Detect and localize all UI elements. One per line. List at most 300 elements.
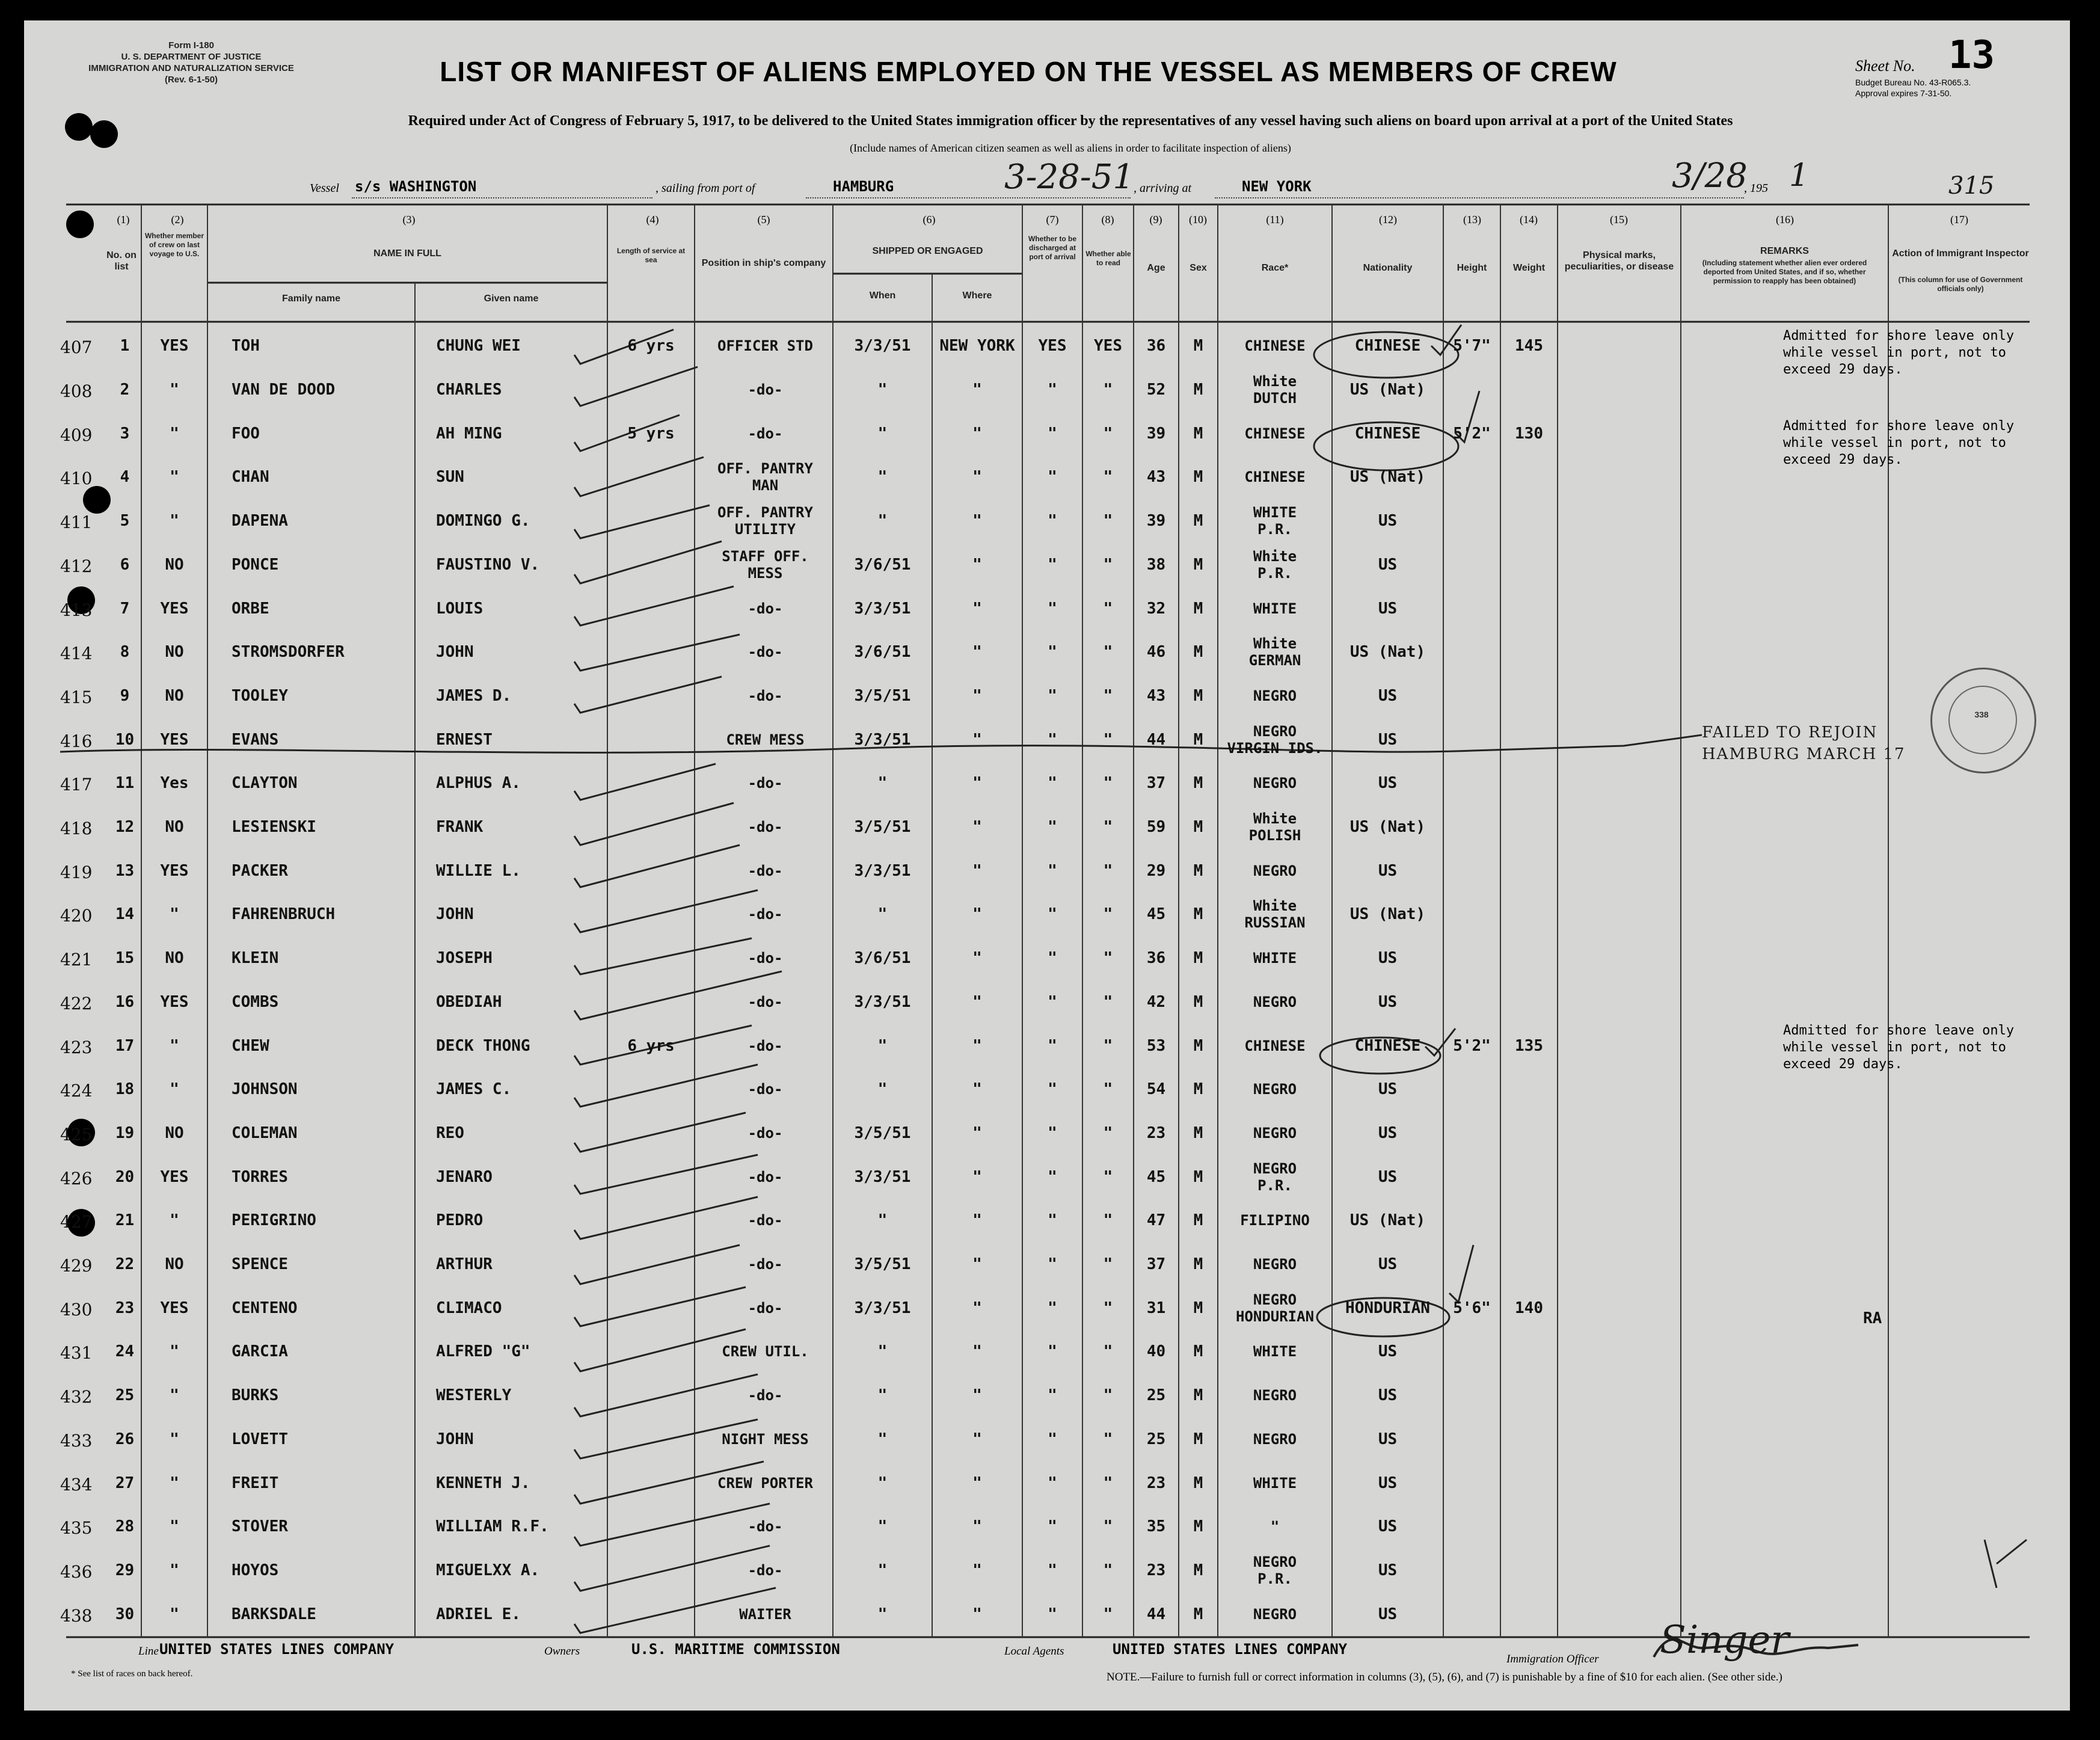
cell-when: 3/3/51 xyxy=(854,599,911,618)
cell-family: FOO xyxy=(232,424,260,443)
cell-given: FAUSTINO V. xyxy=(436,555,540,574)
cell-sex: M xyxy=(1193,818,1203,837)
cell-age: 37 xyxy=(1146,1255,1166,1274)
cell-pos: -do- xyxy=(748,1037,783,1054)
cell-age: 54 xyxy=(1146,1080,1166,1099)
cell-prev: NO xyxy=(165,643,184,662)
cell-weight: 130 xyxy=(1515,424,1543,443)
cell-ln: 410 xyxy=(60,469,93,489)
cell-when: " xyxy=(877,1211,888,1230)
cell-ln: 432 xyxy=(60,1387,93,1407)
cell-ln: 423 xyxy=(60,1037,93,1057)
cell-age: 29 xyxy=(1146,861,1166,880)
header-remarks-note: (Including statement whether alien ever ordered deported from United States, and if so, whether permission to reapply has been obtained) xyxy=(1702,259,1867,285)
cell-race: White xyxy=(1253,547,1297,565)
cell-age: 45 xyxy=(1146,1167,1166,1186)
cell-age: 45 xyxy=(1146,905,1166,924)
cell-ln: 421 xyxy=(60,950,93,970)
header-weight: Weight xyxy=(1512,263,1546,273)
cell-sex: M xyxy=(1193,1299,1203,1317)
cell-when: " xyxy=(877,774,888,793)
colnum-16: (16) xyxy=(1776,214,1794,226)
cell-family: LESIENSKI xyxy=(232,818,316,837)
cell-age: 37 xyxy=(1146,774,1166,793)
cell-read: " xyxy=(1103,992,1113,1011)
cell-race: RUSSIAN xyxy=(1244,914,1306,932)
cell-height: 5'2" xyxy=(1453,1036,1491,1055)
cell-when: 3/6/51 xyxy=(854,643,911,662)
cell-weight: 140 xyxy=(1515,1299,1543,1317)
cell-given: JAMES C. xyxy=(436,1080,512,1099)
cell-when: " xyxy=(877,1561,888,1579)
colnum-10: (10) xyxy=(1189,214,1207,226)
cell-read: " xyxy=(1103,512,1113,530)
cell-pos: OFF. PANTRY xyxy=(717,504,813,521)
cell-when: 3/5/51 xyxy=(854,1255,911,1274)
cell-family: COMBS xyxy=(232,992,279,1011)
cell-when: " xyxy=(877,468,888,487)
cell-given: JAMES D. xyxy=(436,686,512,705)
cell-race: White xyxy=(1253,810,1297,828)
cell-prev: NO xyxy=(165,555,184,574)
cell-disch: " xyxy=(1048,1517,1057,1536)
cell-pos: -do- xyxy=(748,1518,783,1536)
cell-prev: " xyxy=(170,468,179,487)
cell-nat: US xyxy=(1378,730,1398,749)
sailing-date-handwritten: 3-28-51 xyxy=(1004,158,1134,197)
cell-no: 26 xyxy=(115,1430,135,1448)
cell-where: " xyxy=(972,686,982,705)
cell-pos: CREW MESS xyxy=(726,731,805,748)
cell-nat: US (Nat) xyxy=(1349,818,1426,837)
cell-when: 3/5/51 xyxy=(854,1124,911,1142)
cell-age: 44 xyxy=(1146,730,1166,749)
cell-age: 43 xyxy=(1146,686,1166,705)
remark-line: while vessel in port, not to xyxy=(1783,345,2006,360)
cell-sex: M xyxy=(1193,1605,1203,1623)
cell-disch: " xyxy=(1048,1605,1057,1623)
cell-pos: NIGHT MESS xyxy=(722,1430,809,1448)
cell-ln: 407 xyxy=(60,337,93,358)
cell-disch: " xyxy=(1048,1561,1057,1579)
cell-no: 29 xyxy=(115,1561,135,1579)
cell-ln: 420 xyxy=(60,906,93,926)
cell-where: " xyxy=(972,1605,982,1623)
cell-no: 21 xyxy=(115,1211,135,1230)
cell-nat: CHINESE xyxy=(1354,424,1421,443)
cell-family: ORBE xyxy=(232,599,269,618)
cell-service: 6 yrs xyxy=(627,337,675,355)
cell-prev: YES xyxy=(160,861,189,880)
cell-disch: " xyxy=(1048,949,1057,968)
cell-pos: STAFF OFF. xyxy=(722,547,809,565)
cell-sex: M xyxy=(1193,686,1203,705)
cell-prev: NO xyxy=(165,1124,184,1142)
cell-read: " xyxy=(1103,468,1113,487)
footer-owners: U.S. MARITIME COMMISSION xyxy=(631,1641,840,1658)
cell-age: 52 xyxy=(1146,381,1166,399)
cell-age: 39 xyxy=(1146,512,1166,530)
cell-ln: 411 xyxy=(60,512,93,533)
cell-ln: 425 xyxy=(60,1124,93,1145)
cell-disch: " xyxy=(1048,1255,1057,1274)
header-where: Where xyxy=(962,291,992,301)
cell-nat: US xyxy=(1378,992,1398,1011)
cell-pos: -do- xyxy=(748,1081,783,1098)
cell-disch: " xyxy=(1048,774,1057,793)
header-length-of-service: Length of service at sea xyxy=(616,247,686,264)
cell-pos: -do- xyxy=(748,644,783,661)
cell-given: ALFRED "G" xyxy=(436,1342,530,1361)
cell-read: " xyxy=(1103,599,1113,618)
cell-where: " xyxy=(972,1386,982,1405)
cell-given: JOHN xyxy=(436,643,474,662)
page-subnote: (Include names of American citizen seamen as well as aliens in order to facilitate inspection of aliens) xyxy=(850,142,1291,154)
cell-race: NEGRO xyxy=(1253,722,1297,740)
colnum-8: (8) xyxy=(1101,214,1114,226)
cell-read: " xyxy=(1103,861,1113,880)
colnum-13: (13) xyxy=(1463,214,1481,226)
cell-read: " xyxy=(1103,686,1113,705)
cell-given: JOHN xyxy=(436,1430,474,1448)
year-digit-handwritten: 1 xyxy=(1789,158,1810,194)
cell-disch: " xyxy=(1048,1299,1057,1317)
cell-pos: -do- xyxy=(748,993,783,1010)
cell-race: WHITE xyxy=(1253,1474,1297,1492)
cell-ln: 413 xyxy=(60,600,93,620)
cell-family: CHAN xyxy=(232,468,269,487)
header-position: Position in ship's company xyxy=(701,258,826,268)
cell-prev: YES xyxy=(160,992,189,1011)
cell-race: FILIPINO xyxy=(1240,1212,1310,1229)
cell-nat: US xyxy=(1378,1605,1398,1623)
cell-service: 5 yrs xyxy=(627,424,675,443)
cell-family: BARKSDALE xyxy=(232,1605,316,1623)
service-name: IMMIGRATION AND NATURALIZATION SERVICE xyxy=(88,63,294,73)
cell-family: BURKS xyxy=(232,1386,279,1405)
cell-disch: " xyxy=(1048,861,1057,880)
cell-when: " xyxy=(877,1430,888,1448)
colnum-3: (3) xyxy=(402,214,416,226)
cell-when: " xyxy=(877,905,888,924)
cell-sex: M xyxy=(1193,1167,1203,1186)
cell-nat: US xyxy=(1378,1386,1398,1405)
sheet-number: 13 xyxy=(1948,33,1995,78)
cell-family: CENTENO xyxy=(232,1299,298,1317)
cell-race: P.R. xyxy=(1257,564,1292,582)
cell-given: ARTHUR xyxy=(436,1255,493,1274)
cell-nat: US xyxy=(1378,1561,1398,1579)
cell-when: 3/3/51 xyxy=(854,337,911,355)
header-sex: Sex xyxy=(1190,263,1207,273)
cell-weight: 145 xyxy=(1515,337,1543,355)
cell-sex: M xyxy=(1193,1124,1203,1142)
cell-ln: 426 xyxy=(60,1168,93,1188)
cell-age: 36 xyxy=(1146,337,1166,355)
header-inspector-action: Action of Immigrant Inspector xyxy=(1892,248,2029,259)
sailing-label: , sailing from port of xyxy=(655,182,755,195)
cell-family: FAHRENBRUCH xyxy=(232,905,336,924)
cell-read: " xyxy=(1103,1036,1113,1055)
arriving-label: , arriving at xyxy=(1134,182,1192,195)
cell-where: " xyxy=(972,643,982,662)
cell-when: " xyxy=(877,1080,888,1099)
cell-disch: " xyxy=(1048,992,1057,1011)
footer-agents: UNITED STATES LINES COMPANY xyxy=(1113,1641,1348,1658)
stamp-number: 338 xyxy=(1974,710,1989,719)
cell-race: NEGRO xyxy=(1253,862,1297,879)
cell-given: CHARLES xyxy=(436,381,502,399)
cell-pos: -do- xyxy=(748,1212,783,1229)
cell-prev: NO xyxy=(165,818,184,837)
cell-disch: " xyxy=(1048,1430,1057,1448)
cell-nat: US xyxy=(1378,512,1398,530)
cell-ln: 417 xyxy=(60,775,93,795)
cell-race: WHITE xyxy=(1253,1343,1297,1360)
cell-nat: US (Nat) xyxy=(1349,468,1426,487)
cell-sex: M xyxy=(1193,643,1203,662)
cell-disch: " xyxy=(1048,905,1057,924)
cell-race: NEGRO xyxy=(1253,687,1297,704)
cell-sex: M xyxy=(1193,424,1203,443)
header-physical-marks: Physical marks, peculiarities, or disease xyxy=(1564,250,1674,272)
cell-height: 5'6" xyxy=(1453,1299,1491,1317)
cell-sex: M xyxy=(1193,861,1203,880)
department-name: U. S. DEPARTMENT OF JUSTICE xyxy=(121,52,262,62)
cell-nat: US xyxy=(1378,1255,1398,1274)
cell-read: " xyxy=(1103,730,1113,749)
port-stamp-inner xyxy=(1948,686,2017,754)
header-no-on-list: No. on list xyxy=(106,250,137,272)
cell-pos: -do- xyxy=(748,600,783,617)
cell-family: CHEW xyxy=(232,1036,269,1055)
budget-number: Budget Bureau No. 43-R065.3. xyxy=(1855,78,1971,87)
vessel-name: s/s WASHINGTON xyxy=(355,178,477,195)
cell-nat: US xyxy=(1378,686,1398,705)
remark-line: while vessel in port, not to xyxy=(1783,435,2006,450)
cell-family: PACKER xyxy=(232,861,288,880)
cell-race: White xyxy=(1253,635,1297,653)
cell-nat: CHINESE xyxy=(1354,1036,1421,1055)
cell-no: 25 xyxy=(115,1386,135,1405)
sailing-port: HAMBURG xyxy=(833,178,894,195)
cell-when: 3/6/51 xyxy=(854,555,911,574)
cell-sex: M xyxy=(1193,1080,1203,1099)
cell-race: White xyxy=(1253,897,1297,915)
cell-sex: M xyxy=(1193,1430,1203,1448)
cell-prev: " xyxy=(170,1561,179,1579)
cell-sex: M xyxy=(1193,949,1203,968)
cell-sex: M xyxy=(1193,1211,1203,1230)
footer-line: UNITED STATES LINES COMPANY xyxy=(159,1641,395,1658)
cell-pos: MESS xyxy=(748,564,783,582)
cell-disch: " xyxy=(1048,818,1057,837)
cell-prev: YES xyxy=(160,599,189,618)
cell-prev: " xyxy=(170,512,179,530)
cell-pos: -do- xyxy=(748,1168,783,1185)
cell-when: " xyxy=(877,424,888,443)
cell-when: " xyxy=(877,381,888,399)
cell-prev: YES xyxy=(160,730,189,749)
cell-given: JOHN xyxy=(436,905,474,924)
cell-no: 5 xyxy=(120,512,130,530)
cell-sex: M xyxy=(1193,555,1203,574)
cell-no: 19 xyxy=(115,1124,135,1142)
cell-nat: US (Nat) xyxy=(1349,905,1426,924)
cell-no: 13 xyxy=(115,861,135,880)
cell-pos: -do- xyxy=(748,775,783,792)
remark-line: HAMBURG MARCH 17 xyxy=(1702,745,1906,763)
cell-age: 38 xyxy=(1146,555,1166,574)
cell-prev: YES xyxy=(160,1299,189,1317)
cell-race: NEGRO xyxy=(1253,1291,1297,1308)
cell-nat: US xyxy=(1378,1517,1398,1536)
cell-where: " xyxy=(972,730,982,749)
cell-given: DECK THONG xyxy=(436,1036,530,1055)
footer-penalty-note: NOTE.—Failure to furnish full or correct information in columns (3), (5), (6), and (7) is punishable by a fine of $10 for each alien. (See other side.) xyxy=(1107,1671,1782,1683)
cell-family: JOHNSON xyxy=(232,1080,298,1099)
cell-age: 32 xyxy=(1146,599,1166,618)
cell-read: " xyxy=(1103,1342,1113,1361)
cell-when: 3/5/51 xyxy=(854,818,911,837)
cell-read: " xyxy=(1103,905,1113,924)
cell-where: " xyxy=(972,1299,982,1317)
remark-line: while vessel in port, not to xyxy=(1783,1040,2006,1055)
cell-given: SUN xyxy=(436,468,464,487)
cell-race: WHITE xyxy=(1253,950,1297,967)
cell-race: NEGRO xyxy=(1253,1081,1297,1098)
cell-pos: -do- xyxy=(748,381,783,399)
cell-family: VAN DE DOOD xyxy=(232,381,336,399)
cell-nat: US (Nat) xyxy=(1349,643,1426,662)
cell-no: 3 xyxy=(120,424,130,443)
cell-prev: NO xyxy=(165,1255,184,1274)
cell-family: STROMSDORFER xyxy=(232,643,345,662)
cell-prev: " xyxy=(170,424,179,443)
cell-where: " xyxy=(972,599,982,618)
cell-family: LOVETT xyxy=(232,1430,288,1448)
cell-race: CHINESE xyxy=(1244,425,1306,442)
cell-given: WILLIE L. xyxy=(436,861,521,880)
cell-family: FREIT xyxy=(232,1474,279,1492)
cell-read: " xyxy=(1103,949,1113,968)
remark-failed-to-rejoin xyxy=(1702,722,1906,765)
cell-no: 9 xyxy=(120,686,130,705)
cell-ln: 429 xyxy=(60,1256,93,1276)
cell-nat: US xyxy=(1378,949,1398,968)
cell-pos: -do- xyxy=(748,687,783,704)
cell-no: 16 xyxy=(115,992,135,1011)
cell-where: " xyxy=(972,381,982,399)
cell-given: FRANK xyxy=(436,818,484,837)
footer-owners-label: Owners xyxy=(544,1645,580,1658)
cell-pos: -do- xyxy=(748,1256,783,1273)
cell-age: 25 xyxy=(1146,1430,1166,1448)
cell-age: 47 xyxy=(1146,1211,1166,1230)
cell-age: 59 xyxy=(1146,818,1166,837)
cell-sex: M xyxy=(1193,774,1203,793)
cell-family: GARCIA xyxy=(232,1342,288,1361)
cell-no: 2 xyxy=(120,381,130,399)
cell-race: WHITE xyxy=(1253,504,1297,521)
cell-sex: M xyxy=(1193,1386,1203,1405)
cell-given: CLIMACO xyxy=(436,1299,502,1317)
cell-disch: " xyxy=(1048,1080,1057,1099)
cell-where: " xyxy=(972,1080,982,1099)
cell-given: MIGUELXX A. xyxy=(436,1561,540,1579)
cell-read: " xyxy=(1103,1211,1113,1230)
cell-where: " xyxy=(972,424,982,443)
cell-race: GERMAN xyxy=(1248,652,1301,669)
cell-ln: 416 xyxy=(60,731,93,751)
cell-when: " xyxy=(877,1386,888,1405)
cell-prev: NO xyxy=(165,686,184,705)
cell-sex: M xyxy=(1193,1474,1203,1492)
cell-prev: " xyxy=(170,1517,179,1536)
cell-read: " xyxy=(1103,1605,1113,1623)
cell-disch: " xyxy=(1048,468,1057,487)
cell-no: 6 xyxy=(120,555,130,574)
cell-age: 23 xyxy=(1146,1561,1166,1579)
cell-ln: 419 xyxy=(60,862,93,882)
cell-pos: -do- xyxy=(748,425,783,442)
cell-when: " xyxy=(877,1342,888,1361)
cell-prev: " xyxy=(170,1430,179,1448)
cell-race: NEGRO xyxy=(1253,1430,1297,1448)
colnum-4: (4) xyxy=(646,214,659,226)
remark-line: FAILED TO REJOIN xyxy=(1702,724,1878,742)
cell-age: 42 xyxy=(1146,992,1166,1011)
cell-read: " xyxy=(1103,1299,1113,1317)
cell-family: STOVER xyxy=(232,1517,288,1536)
cell-given: JENARO xyxy=(436,1167,493,1186)
cell-pos: -do- xyxy=(748,819,783,836)
inspector-action-ra: RA xyxy=(1863,1309,1882,1327)
cell-race: WHITE xyxy=(1253,600,1297,617)
cell-disch: " xyxy=(1048,599,1057,618)
cell-disch: YES xyxy=(1038,337,1067,355)
vessel-label: Vessel xyxy=(310,182,339,195)
cell-where: " xyxy=(972,818,982,837)
page-subtitle: Required under Act of Congress of February 5, 1917, to be delivered to the United States immigration officer by the representatives of any vessel having such aliens on board upon arrival at a port of the United States xyxy=(408,113,1733,129)
cell-given: WILLIAM R.F. xyxy=(436,1517,549,1536)
cell-where: " xyxy=(972,1342,982,1361)
cell-given: AH MING xyxy=(436,424,502,443)
cell-ln: 424 xyxy=(60,1081,93,1101)
cell-sex: M xyxy=(1193,337,1203,355)
cell-given: KENNETH J. xyxy=(436,1474,530,1492)
cell-no: 28 xyxy=(115,1517,135,1536)
cell-race: White xyxy=(1253,373,1297,390)
cell-read: " xyxy=(1103,1080,1113,1099)
cell-ln: 435 xyxy=(60,1518,93,1539)
cell-prev: " xyxy=(170,1386,179,1405)
cell-nat: US (Nat) xyxy=(1349,1211,1426,1230)
cell-nat: US xyxy=(1378,861,1398,880)
header-race: Race* xyxy=(1261,263,1289,273)
cell-sex: M xyxy=(1193,468,1203,487)
page-number-handwritten: 315 xyxy=(1948,172,1995,200)
cell-nat: US xyxy=(1378,1167,1398,1186)
cell-no: 27 xyxy=(115,1474,135,1492)
cell-given: CHUNG WEI xyxy=(436,337,521,355)
colnum-7: (7) xyxy=(1046,214,1059,226)
form-revision: (Rev. 6-1-50) xyxy=(164,75,218,85)
cell-no: 1 xyxy=(120,337,130,355)
cell-race: NEGRO xyxy=(1253,1387,1297,1404)
cell-where: " xyxy=(972,949,982,968)
cell-ln: 430 xyxy=(60,1299,93,1320)
